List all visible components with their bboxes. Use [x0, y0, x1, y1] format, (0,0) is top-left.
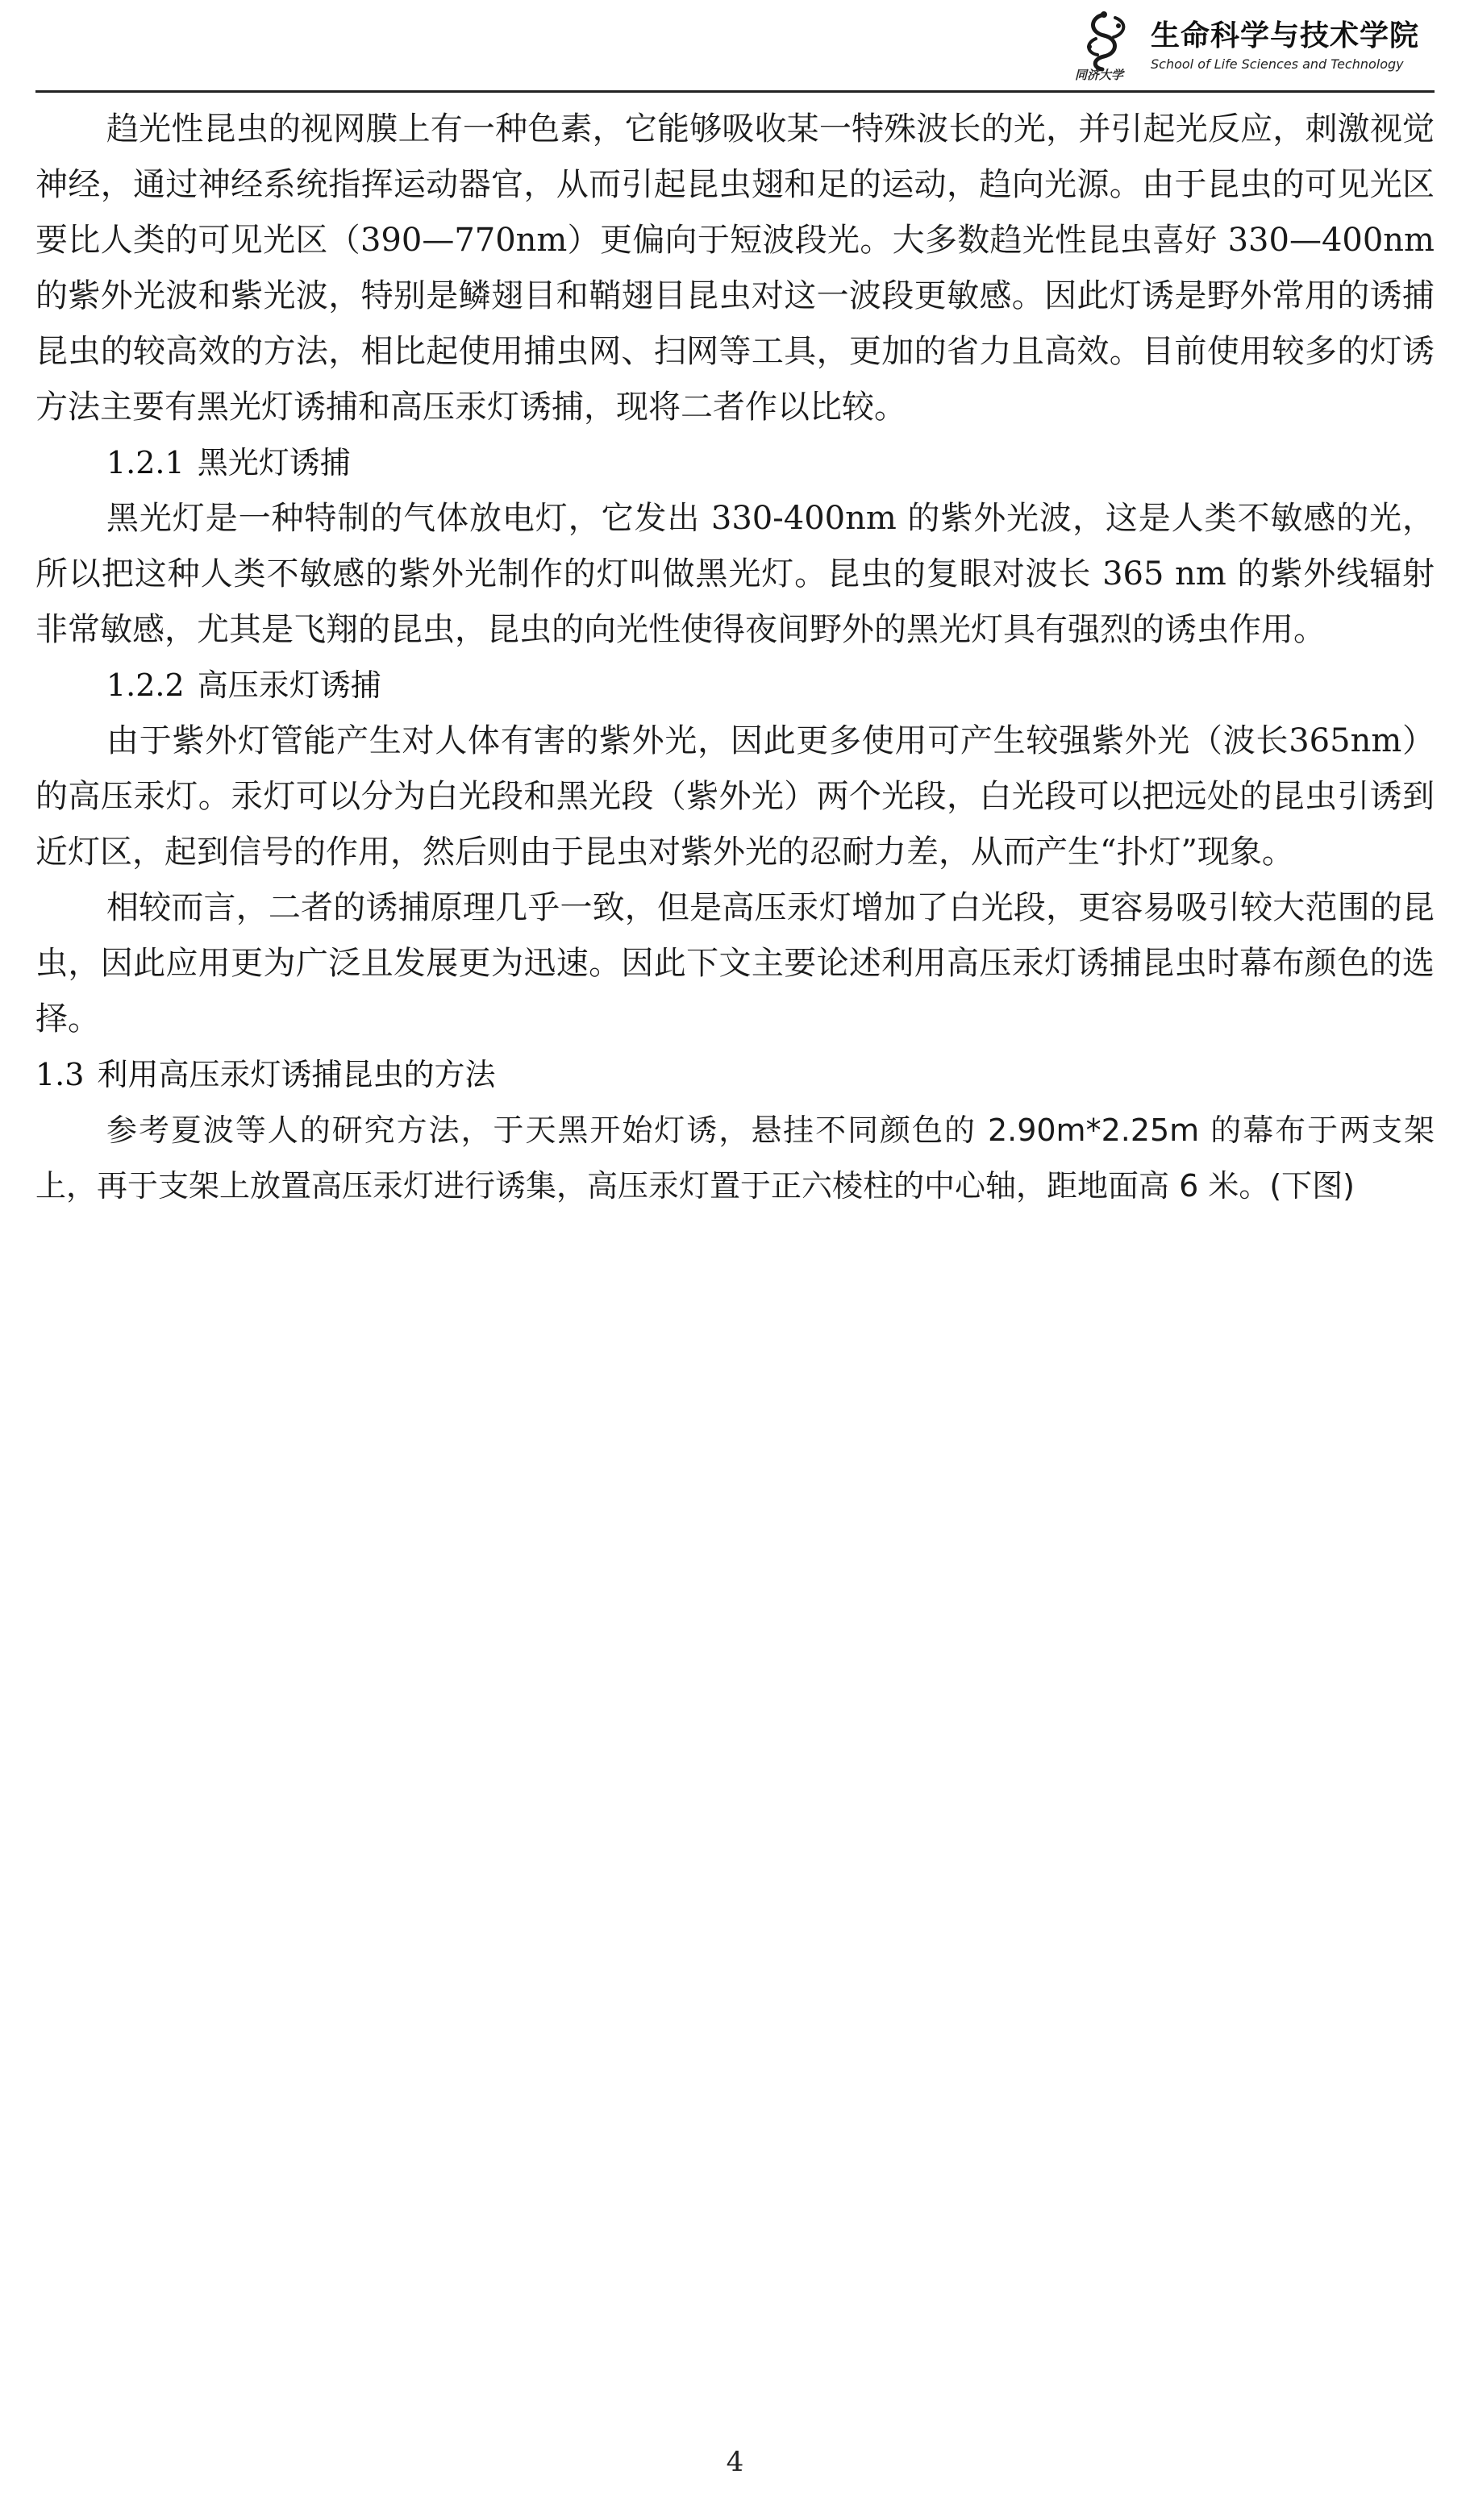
heading-1-2-2 [35, 658, 1435, 713]
heading-1-2-1 [35, 435, 1435, 491]
paragraph-mercury-lamp: 由于紫外灯管能产生对人体有害的紫外光，因此更多使用可产生较强紫外光（波长365nm）的高压汞灯。汞灯可以分为白光段和黑光段（紫外光）两个光段，白光段可以把远处的昆虫引诱到近灯区，起到信号的作用，然后则由于昆虫对紫外光的忍耐力差，从而产生“扑灯”现象。 [35, 722, 1435, 871]
heading-number: 1.2.2 [106, 667, 185, 703]
page-number: 4 [726, 2446, 744, 2478]
heading-number: 1.2.1 [106, 445, 185, 480]
college-name-english: School of Life Sciences and Technology [1151, 56, 1404, 72]
heading-1-3 [35, 1047, 1435, 1103]
college-logo [1072, 10, 1435, 84]
college-name: 生命科学与技术学院 [1151, 19, 1420, 52]
paragraph-black-light: 黑光灯是一种特制的气体放电灯，它发出 330-400nm 的紫外光波，这是人类不敏感的光，所以把这种人类不敏感的紫外光制作的灯叫做黑光灯。昆虫的复眼对波长 365 nm 的紫外线辐射非常敏感，尤其是飞翔的昆虫，昆虫的向光性使得夜间野外的黑光灯具有强烈的诱虫作用。 [35, 500, 1435, 648]
document-body [35, 102, 1435, 1214]
heading-number: 1.3 [35, 1057, 85, 1092]
heading-title: 黑光灯诱捕 [197, 445, 351, 480]
heading-title: 利用高压汞灯诱捕昆虫的方法 [97, 1057, 496, 1092]
paragraph-method: 参考夏波等人的研究方法，于天黑开始灯诱，悬挂不同颜色的 2.90m*2.25m 的幕布于两支架上，再于支架上放置高压汞灯进行诱集，高压汞灯置于正六棱柱的中心轴，距地面高 6 米。(下图) [35, 1112, 1435, 1204]
heading-title: 高压汞灯诱捕 [197, 667, 381, 703]
university-name: 同济大学 [1075, 68, 1124, 82]
paragraph-comparison: 相较而言，二者的诱捕原理几乎一致，但是高压汞灯增加了白光段，更容易吸引较大范围的昆虫，因此应用更为广泛且发展更为迅速。因此下文主要论述利用高压汞灯诱捕昆虫时幕布颜色的选择。 [35, 889, 1435, 1038]
page-header [35, 0, 1435, 93]
paragraph-phototaxis: 趋光性昆虫的视网膜上有一种色素，它能够吸收某一特殊波长的光，并引起光反应，刺激视觉神经，通过神经系统指挥运动器官，从而引起昆虫翅和足的运动，趋向光源。由于昆虫的可见光区要比人类的可见光区（390—770nm）更偏向于短波段光。大多数趋光性昆虫喜好 330—400nm 的紫外光波和紫光波，特别是鳞翅目和鞘翅目昆虫对这一波段更敏感。因此灯诱是野外常用的诱捕昆虫的较高效的方法，相比起使用捕虫网、扫网等工具，更加的省力且高效。目前使用较多的灯诱方法主要有黑光灯诱捕和高压汞灯诱捕，现将二者作以比较。 [35, 110, 1435, 426]
